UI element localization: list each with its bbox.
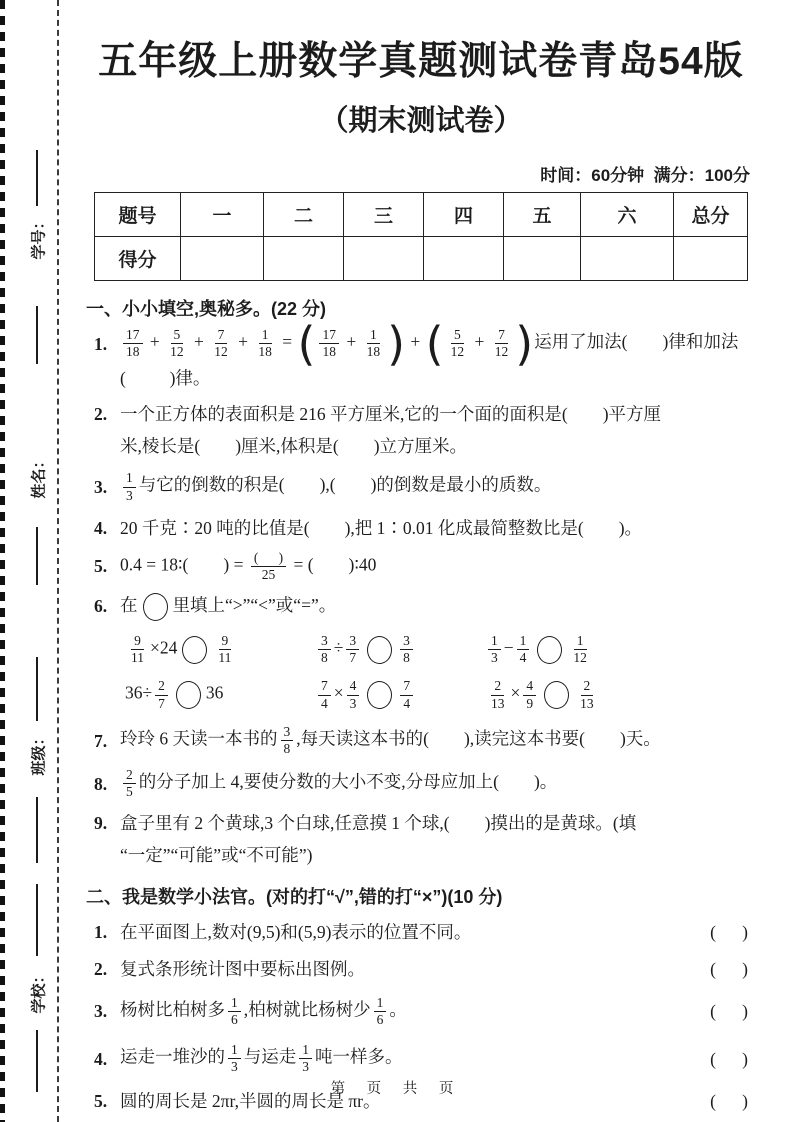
compare-circle-blank — [537, 636, 562, 664]
fill-line — [36, 150, 38, 206]
fraction: $\frac{1}{3}$ — [299, 1042, 312, 1075]
fraction: $\frac{9}{11}$ — [218, 633, 232, 666]
fraction: $\frac{1}{12}$ — [573, 633, 587, 666]
text-segment: 在平面图上,数对(9,5)和(5,9)表示的位置不同。 — [120, 921, 472, 942]
score-table-score-row — [95, 237, 748, 281]
compare-circle-blank — [182, 636, 207, 664]
school-label: 学校： — [31, 968, 48, 1014]
question-number: 7. — [94, 730, 108, 751]
question-1-math — [120, 316, 762, 371]
fraction: $\frac{7}{4}$ — [400, 678, 413, 711]
fraction: $\frac{4}{3}$ — [347, 678, 360, 711]
score-table — [94, 192, 748, 281]
answer-bracket: ( ) — [710, 1001, 748, 1022]
text-segment: 与它的倒数的积是( ),( )的倒数是最小的质数。 — [138, 475, 552, 496]
fraction: $\frac{1}{18}$ — [258, 327, 272, 360]
compare-item — [125, 678, 315, 711]
question-number: 6. — [94, 596, 108, 617]
compare-item — [485, 633, 593, 666]
score-cell — [424, 237, 504, 281]
question-number: 5. — [94, 1091, 108, 1112]
text-segment: + — [341, 331, 361, 352]
fraction: $\frac{2}{5}$ — [123, 767, 136, 800]
question-number: 4. — [94, 1048, 108, 1069]
time-score-line: 时间：60分钟 满分：100分 — [540, 166, 750, 185]
tf-question-1 — [94, 918, 762, 946]
fraction: $\frac{4}{9}$ — [523, 678, 536, 711]
text-segment: 0.4 = 18∶( ) = — [120, 554, 248, 575]
fraction: $\frac{5}{12}$ — [450, 327, 465, 360]
fraction: $\frac{1}{6}$ — [228, 995, 241, 1028]
text-segment: + — [189, 331, 209, 352]
text-segment: 。 — [389, 999, 407, 1020]
fraction: $\frac{1}{6}$ — [374, 995, 387, 1028]
text-segment: 玲玲 6 天读一本书的 — [120, 728, 278, 749]
question-4-text — [120, 514, 762, 542]
question-9-continuation: “一定”“可能”或“不可能”) — [120, 844, 313, 865]
paper-subtitle: （期末测试卷） — [319, 105, 523, 137]
text-segment: + — [145, 331, 165, 352]
question-8 — [94, 767, 762, 800]
question-6 — [94, 591, 762, 621]
fill-line — [36, 527, 38, 585]
text-segment: + — [233, 331, 253, 352]
text-segment: 运走一堆沙的 — [120, 1046, 225, 1067]
text-segment: 36 — [205, 683, 224, 704]
fraction: $\frac{2}{13}$ — [580, 678, 594, 711]
answer-bracket: ( ) — [710, 921, 748, 942]
fill-line — [36, 306, 38, 364]
compare-item — [125, 633, 315, 666]
fraction: $\frac{3}{8}$ — [281, 724, 294, 757]
score-cell — [504, 237, 581, 281]
question-number: 8. — [94, 773, 108, 794]
text-segment: 的分子加上 4,要使分数的大小不变,分母应加上( )。 — [138, 771, 558, 792]
text-segment: − — [503, 637, 514, 658]
question-3 — [94, 470, 762, 503]
text-segment: × — [510, 683, 521, 704]
header-cell: 五 — [504, 193, 581, 237]
text-segment: 20 千克∶20 吨的比值是( ),把 1∶0.01 化成最简整数比是( )。 — [120, 517, 643, 538]
fraction: $\frac{3}{8}$ — [318, 633, 331, 666]
header-cell: 总分 — [674, 193, 748, 237]
score-cell — [264, 237, 344, 281]
question-number: 2. — [94, 404, 108, 425]
question-number: 1. — [94, 333, 108, 354]
score-label-cell: 得分 — [95, 237, 181, 281]
fraction: $\frac{17}{18}$ — [123, 327, 143, 360]
paper-main-column — [80, 0, 762, 1115]
score-cell — [181, 237, 264, 281]
fraction: $\frac{2}{13}$ — [491, 678, 505, 711]
answer-bracket: ( ) — [710, 958, 748, 979]
fraction: $\frac{7}{4}$ — [318, 678, 331, 711]
score-cell — [674, 237, 748, 281]
question-9-text: 盒子里有 2 个黄球,3 个白球,任意摸 1 个球,( )摸出的是黄球。(填 — [120, 812, 637, 833]
big-paren: ) — [515, 316, 534, 371]
question-8-math — [120, 767, 762, 800]
header-cell: 题号 — [95, 193, 181, 237]
paper-title: 五年级上册数学真题测试卷青岛54版 — [98, 40, 744, 83]
student-name-label: 姓名： — [31, 453, 48, 499]
cut-line-dashed — [57, 0, 59, 1122]
question-7 — [94, 724, 762, 757]
scan-edge-dashes — [0, 0, 5, 1122]
fraction: $\frac{2}{7}$ — [155, 678, 168, 711]
big-paren: ) — [387, 316, 406, 371]
text-segment: 运用了加法( )律和加法 — [534, 331, 739, 352]
text-segment: 36÷ — [125, 683, 153, 704]
text-segment: 吨一样多。 — [315, 1046, 403, 1067]
tf-question-4 — [94, 1042, 762, 1075]
compare-row-2 — [125, 678, 762, 711]
text-segment: 复式条形统计图中要标出图例。 — [120, 958, 365, 979]
section1-heading: 一、小小填空,奥秘多。(22 分) — [86, 299, 327, 319]
big-paren: ( — [297, 316, 316, 371]
question-1-continuation: ( )律。 — [120, 368, 211, 389]
fraction: $\frac{1}{3}$ — [228, 1042, 241, 1075]
score-cell — [581, 237, 674, 281]
compare-circle-blank — [176, 681, 201, 709]
question-number: 2. — [94, 958, 108, 979]
fraction: $\frac{1}{18}$ — [366, 327, 381, 360]
question-9 — [94, 809, 762, 837]
text-segment: × — [333, 683, 344, 704]
header-cell: 六 — [581, 193, 674, 237]
text-segment: = ( )∶40 — [289, 554, 377, 575]
compare-item — [485, 678, 600, 711]
fraction: $\frac{1}{3}$ — [488, 633, 501, 666]
page-footer: 第 页 共 页 — [330, 1081, 463, 1097]
tf-question-text — [120, 918, 710, 946]
compare-circle-blank — [367, 681, 392, 709]
question-4 — [94, 514, 762, 542]
fraction: $\frac{( )}{25}$ — [251, 550, 286, 583]
question-number: 4. — [94, 517, 108, 538]
big-paren: ( — [425, 316, 444, 371]
text-segment: 与运走 — [243, 1046, 297, 1067]
tf-question-text — [120, 955, 710, 983]
text-segment: = — [277, 331, 297, 352]
answer-bracket: ( ) — [710, 1048, 748, 1069]
tf-question-2 — [94, 955, 762, 983]
fraction: $\frac{1}{4}$ — [517, 633, 530, 666]
question-1 — [94, 316, 762, 371]
class-label: 班级： — [31, 730, 48, 776]
text-segment: ×24 — [150, 637, 178, 658]
text-segment: + — [406, 331, 425, 352]
question-2 — [94, 400, 762, 428]
compare-circle-blank — [544, 681, 569, 709]
tf-question-text — [120, 995, 710, 1028]
compare-circle-blank — [143, 593, 168, 621]
text-segment: 里填上“>”“<”或“=”。 — [172, 595, 337, 616]
text-segment: 在 — [120, 595, 138, 616]
header-cell: 四 — [424, 193, 504, 237]
compare-circle-blank — [367, 636, 392, 664]
fraction: $\frac{3}{8}$ — [400, 633, 413, 666]
text-segment: ,柏树就比杨树少 — [243, 999, 371, 1020]
fill-line — [36, 797, 38, 863]
question-number: 3. — [94, 1001, 108, 1022]
fraction: $\frac{7}{12}$ — [214, 327, 228, 360]
question-2-continuation: 米,棱长是( )厘米,体积是( )立方厘米。 — [120, 436, 468, 457]
compare-item — [315, 633, 485, 666]
score-table-header-row — [95, 193, 748, 237]
fraction: $\frac{17}{18}$ — [319, 327, 339, 360]
fill-line — [36, 657, 38, 721]
text-segment: ÷ — [333, 637, 344, 658]
score-cell — [344, 237, 424, 281]
header-cell: 三 — [344, 193, 424, 237]
question-number: 9. — [94, 812, 108, 833]
header-cell: 一 — [181, 193, 264, 237]
question-6-heading — [120, 591, 762, 621]
question-7-math — [120, 724, 762, 757]
question-number: 5. — [94, 556, 108, 577]
question-2-text: 一个正方体的表面积是 216 平方厘米,它的一个面的面积是( )平方厘 — [120, 404, 662, 425]
tf-question-text — [120, 1042, 710, 1075]
fraction: $\frac{3}{7}$ — [346, 633, 359, 666]
question-5-math — [120, 550, 762, 583]
question-number: 1. — [94, 921, 108, 942]
header-cell: 二 — [264, 193, 344, 237]
fraction: $\frac{7}{12}$ — [494, 327, 509, 360]
question-5 — [94, 550, 762, 583]
section2-heading: 二、我是数学小法官。(对的打“√”,错的打“×”)(10 分) — [86, 886, 503, 907]
text-segment: 杨树比柏树多 — [120, 999, 225, 1020]
answer-bracket: ( ) — [710, 1091, 748, 1112]
fraction: $\frac{1}{3}$ — [123, 470, 136, 503]
fill-line — [36, 884, 38, 956]
question-number: 3. — [94, 477, 108, 498]
text-segment: + — [470, 331, 489, 352]
question-3-math — [120, 470, 762, 503]
text-segment: ,每天读这本书的( ),读完这本书要( )天。 — [296, 728, 661, 749]
tf-question-3 — [94, 995, 762, 1028]
fraction: $\frac{9}{11}$ — [131, 633, 144, 666]
text-segment: 圆的周长是 2πr,半圆的周长是 πr。 — [120, 1091, 381, 1112]
student-id-label: 学号： — [31, 214, 48, 260]
compare-item — [315, 678, 485, 711]
compare-row-1 — [125, 633, 762, 666]
fraction: $\frac{5}{12}$ — [170, 327, 184, 360]
